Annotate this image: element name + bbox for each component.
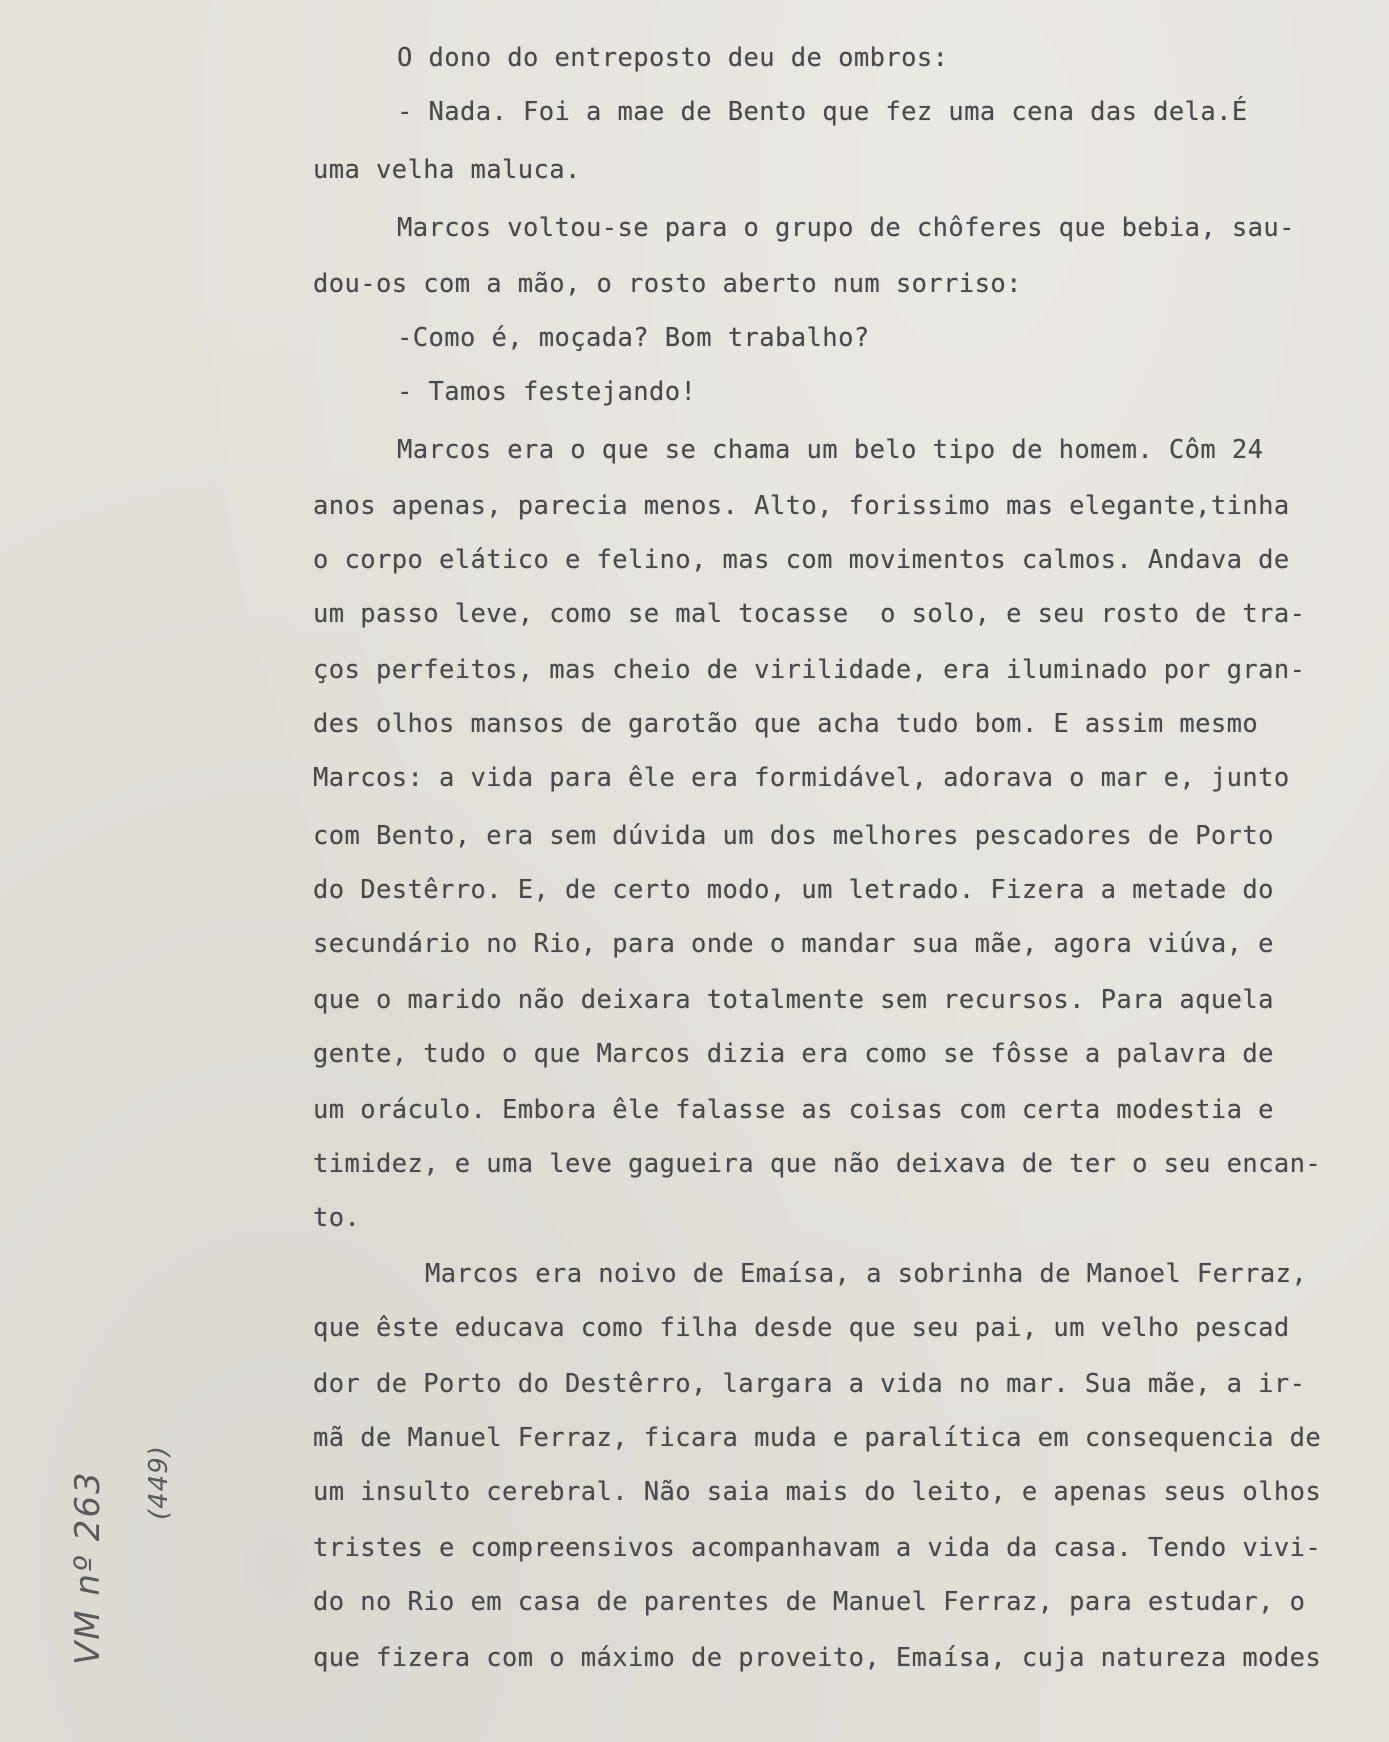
text-line: - Tamos festejando! — [397, 377, 697, 407]
text-line: -Como é, moçada? Bom trabalho? — [397, 323, 870, 353]
margin-note-sub: (449) — [144, 1445, 174, 1520]
text-line: que êste educava como filha desde que seu pai, um velho pescad — [313, 1313, 1290, 1343]
text-line: uma velha maluca. — [313, 155, 581, 185]
text-line: o corpo elático e felino, mas com movimentos calmos. Andava de — [313, 545, 1290, 575]
text-line: com Bento, era sem dúvida um dos melhores pescadores de Porto — [313, 821, 1274, 851]
text-line: que fizera com o máximo de proveito, Emaísa, cuja natureza modes — [313, 1643, 1322, 1673]
text-line: um passo leve, como se mal tocasse o solo, e seu rosto de tra- — [313, 599, 1306, 629]
text-line: to. — [313, 1203, 361, 1233]
text-line: anos apenas, parecia menos. Alto, forissimo mas elegante,tinha — [313, 491, 1290, 521]
text-line: - Nada. Foi a mae de Bento que fez uma cena das dela.É — [397, 97, 1248, 127]
margin-note-main: VM nº 263 — [68, 1470, 108, 1665]
text-line: secundário no Rio, para onde o mandar sua mãe, agora viúva, e — [313, 929, 1274, 959]
text-line: Marcos voltou-se para o grupo de chôferes que bebia, sau- — [397, 213, 1295, 243]
text-line: um oráculo. Embora êle falasse as coisas com certa modestia e — [313, 1095, 1274, 1125]
text-line: dor de Porto do Destêrro, largara a vida no mar. Sua mãe, a ir- — [313, 1369, 1306, 1399]
text-line: do no Rio em casa de parentes de Manuel Ferraz, para estudar, o — [313, 1587, 1306, 1617]
text-line: Marcos era noivo de Emaísa, a sobrinha de Manoel Ferraz, — [425, 1259, 1308, 1289]
text-line: O dono do entreposto deu de ombros: — [397, 43, 949, 73]
text-line: ços perfeitos, mas cheio de virilidade, era iluminado por gran- — [313, 655, 1306, 685]
text-line: Marcos: a vida para êle era formidável, adorava o mar e, junto — [313, 763, 1290, 793]
text-line: mã de Manuel Ferraz, ficara muda e paralítica em consequencia de — [313, 1423, 1322, 1453]
text-line: do Destêrro. E, de certo modo, um letrado. Fizera a metade do — [313, 875, 1274, 905]
text-line: um insulto cerebral. Não saia mais do leito, e apenas seus olhos — [313, 1477, 1322, 1507]
text-line: dou-os com a mão, o rosto aberto num sorriso: — [313, 269, 1022, 299]
text-line: des olhos mansos de garotão que acha tudo bom. E assim mesmo — [313, 709, 1259, 739]
text-line: tristes e compreensivos acompanhavam a vida da casa. Tendo vivi- — [313, 1533, 1322, 1563]
text-line: timidez, e uma leve gagueira que não deixava de ter o seu encan- — [313, 1149, 1322, 1179]
text-line: gente, tudo o que Marcos dizia era como se fôsse a palavra de — [313, 1039, 1274, 1069]
handwritten-margin-note — [30, 1445, 212, 1665]
text-line: Marcos era o que se chama um belo tipo de homem. Côm 24 — [397, 435, 1264, 465]
text-line: que o marido não deixara totalmente sem recursos. Para aquela — [313, 985, 1274, 1015]
